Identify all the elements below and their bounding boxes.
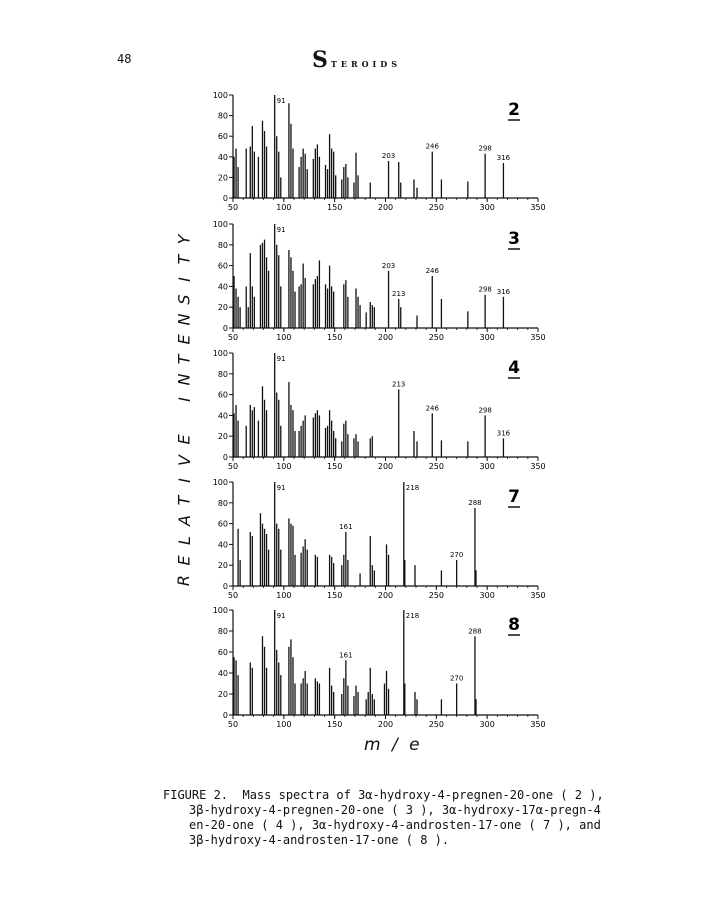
y-tick-label: 60: [217, 519, 228, 529]
x-tick-label: 250: [428, 333, 444, 342]
x-tick-label: 350: [530, 591, 546, 600]
peak-label: 203: [381, 151, 396, 160]
y-axis-label-letter: E: [174, 434, 194, 446]
y-tick-label: 80: [217, 627, 228, 636]
x-tick-label: 100: [276, 720, 292, 729]
figure-caption: [163, 788, 603, 848]
y-tick-label: 40: [217, 411, 228, 421]
x-tick-label: 200: [377, 462, 394, 471]
peak-label: 203: [381, 261, 396, 270]
y-axis-label-letter: N: [174, 313, 194, 326]
y-axis-label-letter: T: [174, 495, 194, 505]
y-tick-label: 100: [212, 220, 228, 229]
peak-label: 288: [468, 627, 482, 636]
x-tick-label: 200: [377, 591, 394, 600]
y-axis-label-letter: R: [174, 574, 194, 586]
y-axis-label-letter: I: [174, 397, 194, 403]
panel-compound-label: 3: [508, 229, 520, 249]
x-tick-label: 350: [530, 720, 546, 729]
running-head-rest: teroids: [330, 57, 402, 70]
y-tick-label: 0: [222, 324, 228, 333]
y-tick-label: 100: [212, 91, 228, 100]
y-tick-label: 100: [212, 349, 228, 358]
y-axis-label-letter: S: [174, 294, 194, 305]
y-axis-label-letter: E: [174, 334, 194, 345]
x-tick-label: 100: [276, 333, 292, 342]
y-tick-label: 20: [217, 303, 228, 313]
y-tick-label: 80: [217, 498, 228, 508]
y-axis-label-letter: T: [174, 254, 194, 265]
peak-label: 213: [392, 380, 406, 389]
x-tick-label: 150: [327, 591, 343, 600]
panel-compound-label: 8: [508, 615, 520, 635]
y-tick-label: 40: [217, 669, 228, 678]
peak-label: 91: [276, 226, 286, 234]
y-tick-label: 80: [217, 240, 228, 250]
x-tick-label: 50: [227, 203, 239, 212]
y-tick-label: 0: [222, 453, 228, 462]
y-axis-label-letter: A: [174, 514, 194, 526]
y-tick-label: 100: [212, 478, 228, 487]
x-tick-label: 100: [276, 462, 292, 471]
peak-label: 161: [339, 522, 353, 531]
page-number: 48: [117, 52, 132, 66]
x-tick-label: 350: [530, 462, 546, 471]
x-tick-label: 350: [530, 333, 546, 342]
y-tick-label: 20: [217, 432, 228, 442]
y-tick-label: 80: [217, 111, 228, 121]
caption-line: en-20-one ( 4 ), 3α-hydroxy-4-androsten-17-one ( 7 ), and: [189, 818, 601, 832]
y-axis-label-letter: V: [174, 454, 194, 466]
x-tick-label: 300: [479, 591, 495, 600]
y-tick-label: 0: [222, 582, 228, 591]
panel-compound-label: 2: [508, 100, 520, 120]
x-tick-label: 50: [227, 462, 239, 471]
y-axis-label-letter: I: [174, 277, 194, 282]
caption-line: FIGURE 2. Mass spectra of 3α-hydroxy-4-pregnen-20-one ( 2 ),: [163, 788, 604, 802]
x-tick-label: 250: [428, 591, 444, 600]
y-axis-label-letter: E: [174, 555, 194, 566]
y-tick-label: 40: [217, 152, 228, 162]
y-tick-label: 100: [212, 606, 228, 615]
y-axis-label-letter: Y: [174, 234, 194, 245]
y-tick-label: 60: [217, 132, 228, 142]
x-tick-label: 150: [327, 720, 343, 729]
peak-label: 213: [392, 289, 406, 298]
x-tick-label: 50: [227, 720, 239, 729]
y-axis-label-letter: [175, 417, 194, 422]
y-axis-label-letter: L: [174, 535, 194, 545]
peak-label: 298: [478, 285, 492, 294]
x-tick-label: 250: [428, 720, 444, 729]
x-tick-label: 200: [377, 333, 394, 342]
y-tick-label: 60: [217, 261, 228, 271]
y-tick-label: 20: [217, 690, 228, 699]
y-axis-label-letter: N: [174, 373, 194, 386]
x-tick-label: 300: [479, 203, 495, 212]
x-tick-label: 250: [428, 462, 444, 471]
peak-label: 91: [276, 355, 286, 363]
peak-label: 316: [496, 429, 511, 438]
x-tick-label: 300: [479, 462, 495, 471]
peak-label: 91: [276, 612, 286, 620]
x-tick-label: 100: [276, 203, 292, 212]
y-axis-label-letter: T: [174, 354, 194, 365]
y-tick-label: 80: [217, 369, 228, 379]
y-axis-label: [172, 230, 196, 590]
running-head-initial: S: [312, 47, 331, 73]
x-tick-label: 250: [428, 203, 444, 212]
x-tick-label: 300: [479, 720, 495, 729]
caption-line: 3β-hydroxy-4-androsten-17-one ( 8 ).: [189, 833, 450, 847]
x-tick-label: 50: [227, 333, 239, 342]
panel-compound-label: 4: [508, 358, 520, 378]
y-axis-label-letter: I: [174, 477, 194, 483]
peak-label: 218: [405, 484, 420, 492]
peak-label: 288: [468, 499, 482, 507]
y-tick-label: 0: [222, 711, 228, 720]
peak-label: 316: [496, 287, 511, 296]
x-tick-label: 150: [327, 203, 343, 212]
x-tick-label: 100: [276, 591, 292, 600]
peak-label: 91: [276, 484, 286, 492]
x-tick-label: 150: [327, 333, 343, 342]
y-tick-label: 20: [217, 561, 228, 571]
peak-label: 270: [449, 674, 464, 683]
peak-label: 270: [449, 551, 464, 559]
y-tick-label: 20: [217, 173, 228, 183]
y-tick-label: 40: [217, 540, 228, 550]
x-axis-label: m / e: [364, 735, 423, 755]
y-tick-label: 60: [217, 648, 228, 657]
x-tick-label: 50: [227, 591, 239, 600]
x-tick-label: 350: [530, 203, 546, 212]
caption-line: 3β-hydroxy-4-pregnen-20-one ( 3 ), 3α-hydroxy-17α-pregn-4: [189, 803, 601, 817]
y-tick-label: 0: [222, 194, 228, 203]
peak-label: 246: [425, 404, 439, 413]
peak-label: 161: [339, 651, 353, 660]
peak-label: 91: [276, 97, 286, 105]
x-tick-label: 300: [479, 333, 495, 342]
x-tick-label: 150: [327, 462, 343, 471]
peak-label: 246: [425, 267, 439, 275]
x-tick-label: 200: [377, 720, 394, 729]
panel-compound-label: 7: [508, 487, 520, 507]
peak-label: 298: [478, 406, 492, 415]
y-tick-label: 60: [217, 390, 228, 400]
peak-label: 218: [405, 612, 420, 620]
y-tick-label: 40: [217, 282, 228, 292]
x-tick-label: 200: [377, 203, 394, 212]
peak-label: 246: [425, 142, 439, 151]
peak-label: 298: [478, 144, 492, 153]
peak-label: 316: [496, 153, 511, 162]
